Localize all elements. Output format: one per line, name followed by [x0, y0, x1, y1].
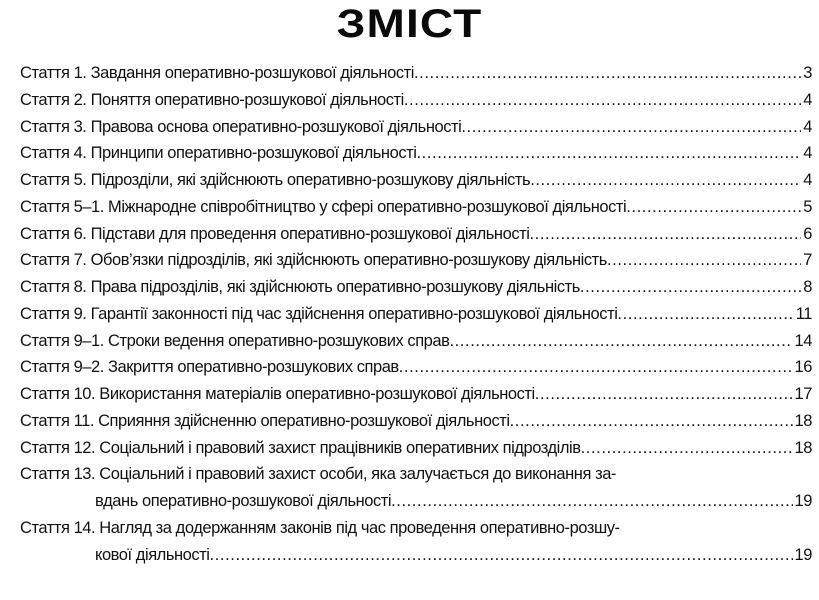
- toc-page-number: 19: [794, 545, 812, 564]
- toc-entry-label: Стаття 11. Сприяння здійсненню оперативно-розшукової діяльності: [20, 411, 510, 430]
- toc-entry[interactable]: [20, 140, 812, 167]
- dot-leader: [607, 247, 801, 274]
- toc-entry[interactable]: [20, 461, 812, 488]
- toc-entry-label: Стаття 7. Обов’язки підрозділів, які здійснюють оперативно-розшукову діяльність: [20, 251, 607, 270]
- toc-page-number: 4: [803, 117, 812, 136]
- toc-entry[interactable]: [20, 328, 812, 355]
- toc-entry[interactable]: [20, 354, 812, 381]
- dot-leader: [617, 301, 793, 328]
- toc-entry[interactable]: [20, 87, 812, 114]
- dot-leader: [529, 221, 801, 248]
- dot-leader: [535, 381, 793, 408]
- toc-page-number: 17: [794, 385, 812, 403]
- dot-leader: [626, 194, 801, 221]
- toc-entry-label: кової діяльності: [95, 545, 210, 564]
- toc-page-number: 3: [803, 64, 812, 82]
- toc-entry[interactable]: [20, 221, 812, 248]
- toc-page-number: 18: [794, 411, 812, 430]
- toc-entry[interactable]: [20, 247, 812, 274]
- dot-leader: [391, 488, 792, 515]
- toc-page-number: 19: [794, 492, 812, 510]
- dot-leader: [581, 435, 793, 462]
- toc-page-number: 4: [803, 144, 812, 163]
- toc-page-number: 18: [794, 438, 812, 457]
- toc-page-number: 7: [803, 251, 812, 270]
- toc-page-number: 6: [803, 224, 812, 243]
- toc-page-number: 4: [803, 90, 812, 109]
- toc-entry[interactable]: [20, 194, 812, 221]
- dot-leader: [404, 87, 801, 114]
- toc-entry-label: Стаття 3. Правова основа оперативно-розшукової діяльності: [20, 117, 462, 136]
- toc-entry[interactable]: [20, 488, 812, 515]
- toc-entry-label: Стаття 1. Завдання оперативно-розшукової діяльності: [20, 64, 414, 82]
- toc-page-number: 16: [794, 358, 812, 377]
- dot-leader: [510, 408, 793, 435]
- toc-entry[interactable]: [20, 167, 812, 194]
- dot-leader: [530, 167, 801, 194]
- toc-entry-label: Стаття 5–1. Міжнародне співробітництво у сфері оперативно-розшукової діяльності: [20, 197, 627, 216]
- toc-entry[interactable]: [20, 60, 812, 87]
- toc-entry-label: Стаття 2. Поняття оперативно-розшукової діяльності: [20, 90, 404, 109]
- toc-entry-label: Стаття 9–1. Строки ведення оперативно-розшукових справ: [20, 331, 450, 350]
- toc-entry[interactable]: [20, 515, 812, 542]
- toc-entry-label: вдань оперативно-розшукової діяльності: [95, 492, 392, 510]
- toc-entry[interactable]: [20, 542, 812, 569]
- toc-entry-label: Стаття 6. Підстави для проведення оперативно-розшукової діяльності: [20, 224, 530, 243]
- dot-leader: [210, 542, 793, 569]
- toc-page-number: 4: [803, 171, 812, 189]
- toc-entry-label: Стаття 10. Використання матеріалів оперативно-розшукової діяльності: [20, 385, 535, 403]
- dot-leader: [449, 328, 792, 355]
- toc-entry[interactable]: [20, 381, 812, 408]
- toc-entry[interactable]: [20, 274, 812, 301]
- toc-entry-label: Стаття 12. Соціальний і правовий захист працівників оперативних підрозділів: [20, 438, 581, 457]
- table-of-contents: [20, 60, 812, 568]
- toc-entry-label: Стаття 14. Нагляд за додержанням законів під час проведення оперативно-розшу-: [20, 518, 620, 537]
- toc-entry[interactable]: [20, 301, 812, 328]
- toc-page-number: 8: [803, 278, 812, 296]
- toc-entry-label: Стаття 8. Права підрозділів, які здійснюють оперативно-розшукову діяльність: [20, 278, 580, 296]
- toc-entry-label: Стаття 9. Гарантії законності під час здійснення оперативно-розшукової діяльності: [20, 304, 618, 323]
- dot-leader: [461, 114, 801, 141]
- page-title: ЗМІСТ: [336, 2, 483, 46]
- dot-leader: [399, 354, 793, 381]
- toc-entry-label: Стаття 13. Соціальний і правовий захист особи, яка залучається до виконання за-: [20, 465, 616, 484]
- toc-page-number: 11: [795, 304, 812, 323]
- toc-entry[interactable]: [20, 435, 812, 462]
- dot-leader: [416, 140, 801, 167]
- toc-page-number: 14: [794, 331, 812, 350]
- toc-entry[interactable]: [20, 114, 812, 141]
- dot-leader: [414, 60, 801, 87]
- dot-leader: [580, 274, 801, 301]
- toc-entry-label: Стаття 4. Принципи оперативно-розшукової діяльності: [20, 144, 417, 163]
- toc-entry-label: Стаття 9–2. Закриття оперативно-розшукових справ: [20, 358, 399, 377]
- toc-entry-label: Стаття 5. Підрозділи, які здійснюють оперативно-розшукову діяльність: [20, 171, 531, 189]
- toc-page-number: 5: [803, 197, 812, 216]
- toc-entry[interactable]: [20, 408, 812, 435]
